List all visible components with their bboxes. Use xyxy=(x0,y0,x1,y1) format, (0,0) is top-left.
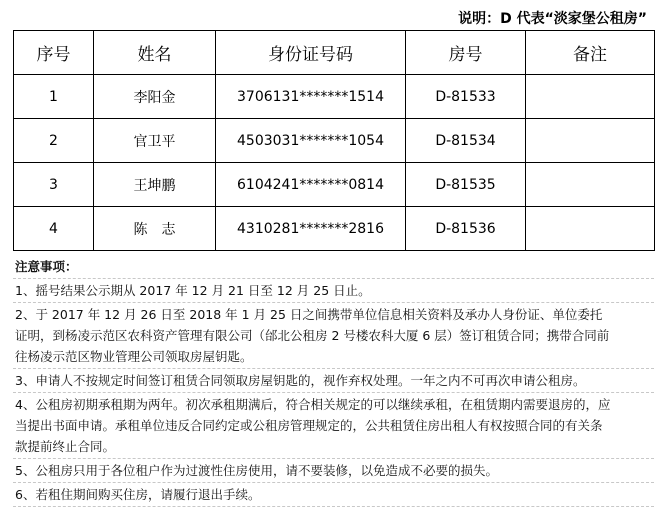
note-line: 证明，到杨凌示范区农科资产管理有限公司（邰北公租房 2 号楼农科大厦 6 层）签订租赁合同；携带合同前 xyxy=(15,328,610,343)
cell-name: 李阳金 xyxy=(94,75,216,119)
cell-remarks xyxy=(526,207,655,251)
note-item xyxy=(13,303,654,369)
cell-room-number: D-81535 xyxy=(406,163,526,207)
cell-name: 官卫平 xyxy=(94,119,216,163)
cell-name: 陈 志 xyxy=(94,207,216,251)
cell-id-number: 4310281*******2816 xyxy=(216,207,406,251)
table-row xyxy=(14,163,655,207)
note-line: 6、若租住期间购买住房，请履行退出手续。 xyxy=(15,487,261,502)
table-row xyxy=(14,207,655,251)
cell-id-number: 6104241*******0814 xyxy=(216,163,406,207)
cell-id-number: 4503031*******1054 xyxy=(216,119,406,163)
allocation-table xyxy=(13,30,655,251)
note-item xyxy=(13,393,654,459)
cell-id-number: 3706131*******1514 xyxy=(216,75,406,119)
cell-remarks xyxy=(526,119,655,163)
note-item xyxy=(13,369,654,393)
header-id-number: 身份证号码 xyxy=(216,31,406,75)
cell-index: 3 xyxy=(14,163,94,207)
cell-room-number: D-81534 xyxy=(406,119,526,163)
note-line: 5、公租房只用于各位租户作为过渡性住房使用，请不要装修，以免造成不必要的损失。 xyxy=(15,463,498,478)
note-item xyxy=(13,279,654,303)
header-index: 序号 xyxy=(14,31,94,75)
header-name: 姓名 xyxy=(94,31,216,75)
table-row xyxy=(14,75,655,119)
note-line: 4、公租房初期承租期为两年。初次承租期满后，符合相关规定的可以继续承租，在租赁期内需要退房的，应 xyxy=(15,397,611,412)
table-row xyxy=(14,119,655,163)
table-header-row xyxy=(14,31,655,75)
note-item xyxy=(13,483,654,507)
note-line: 3、申请人不按规定时间签订租赁合同领取房屋钥匙的，视作弃权处理。一年之内不可再次申请公租房。 xyxy=(15,373,586,388)
notes-title: 注意事项： xyxy=(13,255,654,279)
cell-name: 王坤鹏 xyxy=(94,163,216,207)
note-line: 2、于 2017 年 12 月 26 日至 2018 年 1 月 25 日之间携带单位信息相关资料及承办人身份证、单位委托 xyxy=(15,307,603,322)
note-item xyxy=(13,459,654,483)
cell-remarks xyxy=(526,75,655,119)
cell-remarks xyxy=(526,163,655,207)
header-room-number: 房号 xyxy=(406,31,526,75)
cell-index: 1 xyxy=(14,75,94,119)
cell-room-number: D-81536 xyxy=(406,207,526,251)
notes-section xyxy=(13,255,654,507)
cell-index: 4 xyxy=(14,207,94,251)
note-line: 1、摇号结果公示期从 2017 年 12 月 21 日至 12 月 25 日止。 xyxy=(15,283,371,298)
cell-room-number: D-81533 xyxy=(406,75,526,119)
cell-index: 2 xyxy=(14,119,94,163)
note-line: 当提出书面申请。承租单位违反合同约定或公租房管理规定的，公共租赁住房出租人有权按照合同的有关条 xyxy=(15,418,603,433)
header-remarks: 备注 xyxy=(526,31,655,75)
note-line: 款提前终止合同。 xyxy=(15,439,116,454)
legend-note: 说明：D 代表“淡家堡公租房” xyxy=(458,11,647,27)
note-line: 往杨凌示范区物业管理公司领取房屋钥匙。 xyxy=(15,349,253,364)
